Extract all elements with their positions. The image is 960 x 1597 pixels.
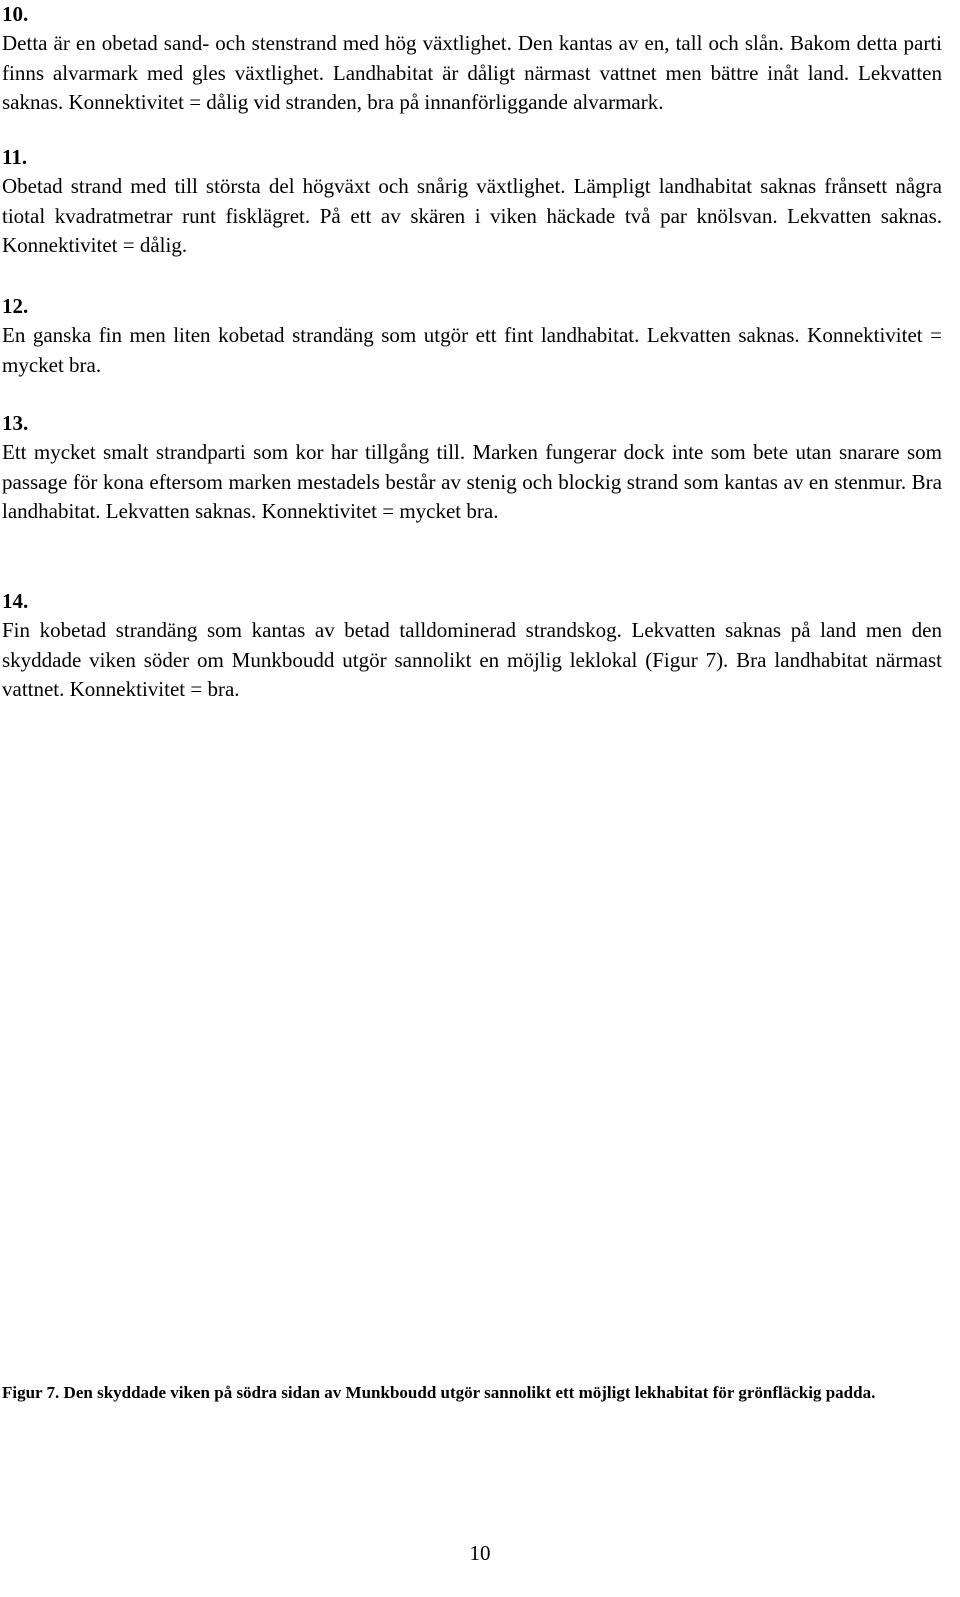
section-10: [2, 0, 942, 118]
section-text: Fin kobetad strandäng som kantas av betad talldominerad strandskog. Lekvatten saknas på land men den skyddade viken söder om Munkboudd utgör sannolikt en möjlig leklokal (Figur 7). Bra landhabitat närmast vattnet. Konnektivitet = bra.: [2, 618, 942, 702]
section-number: 13.: [2, 411, 29, 435]
figure-caption: Figur 7. Den skyddade viken på södra sidan av Munkboudd utgör sannolikt ett möjligt lekhabitat för grönfläckig padda.: [2, 1383, 876, 1402]
section-number: 11.: [2, 145, 28, 169]
page-number: 10: [469, 1541, 491, 1565]
section-text: Obetad strand med till största del högväxt och snårig växtlighet. Lämpligt landhabitat saknas frånsett några tiotal kvadratmetrar runt fisklägret. På ett av skären i viken häckade två par knölsvan. Lekvatten saknas. Konnektivitet = dålig.: [2, 174, 942, 258]
section-14: [2, 587, 942, 705]
section-text: En ganska fin men liten kobetad strandäng som utgör ett fint landhabitat. Lekvatten saknas. Konnektivitet = mycket bra.: [2, 323, 942, 377]
section-11: [2, 143, 942, 261]
section-13: [2, 409, 942, 527]
section-text: Ett mycket smalt strandparti som kor har tillgång till. Marken fungerar dock inte som bete utan snarare som passage för kona eftersom marken mestadels består av stenig och blockig strand som kantas av en stenmur. Bra landhabitat. Lekvatten saknas. Konnektivitet = mycket bra.: [2, 440, 942, 524]
section-number: 10.: [2, 2, 29, 26]
section-text: Detta är en obetad sand- och stenstrand med hög växtlighet. Den kantas av en, tall och slån. Bakom detta parti finns alvarmark med gles växtlighet. Landhabitat är dåligt närmast vattnet men bättre inåt land. Lekvatten saknas. Konnektivitet = dålig vid stranden, bra på innanförliggande alvarmark.: [2, 31, 942, 115]
section-number: 12.: [2, 294, 29, 318]
section-number: 14.: [2, 589, 29, 613]
section-12: [2, 292, 942, 380]
